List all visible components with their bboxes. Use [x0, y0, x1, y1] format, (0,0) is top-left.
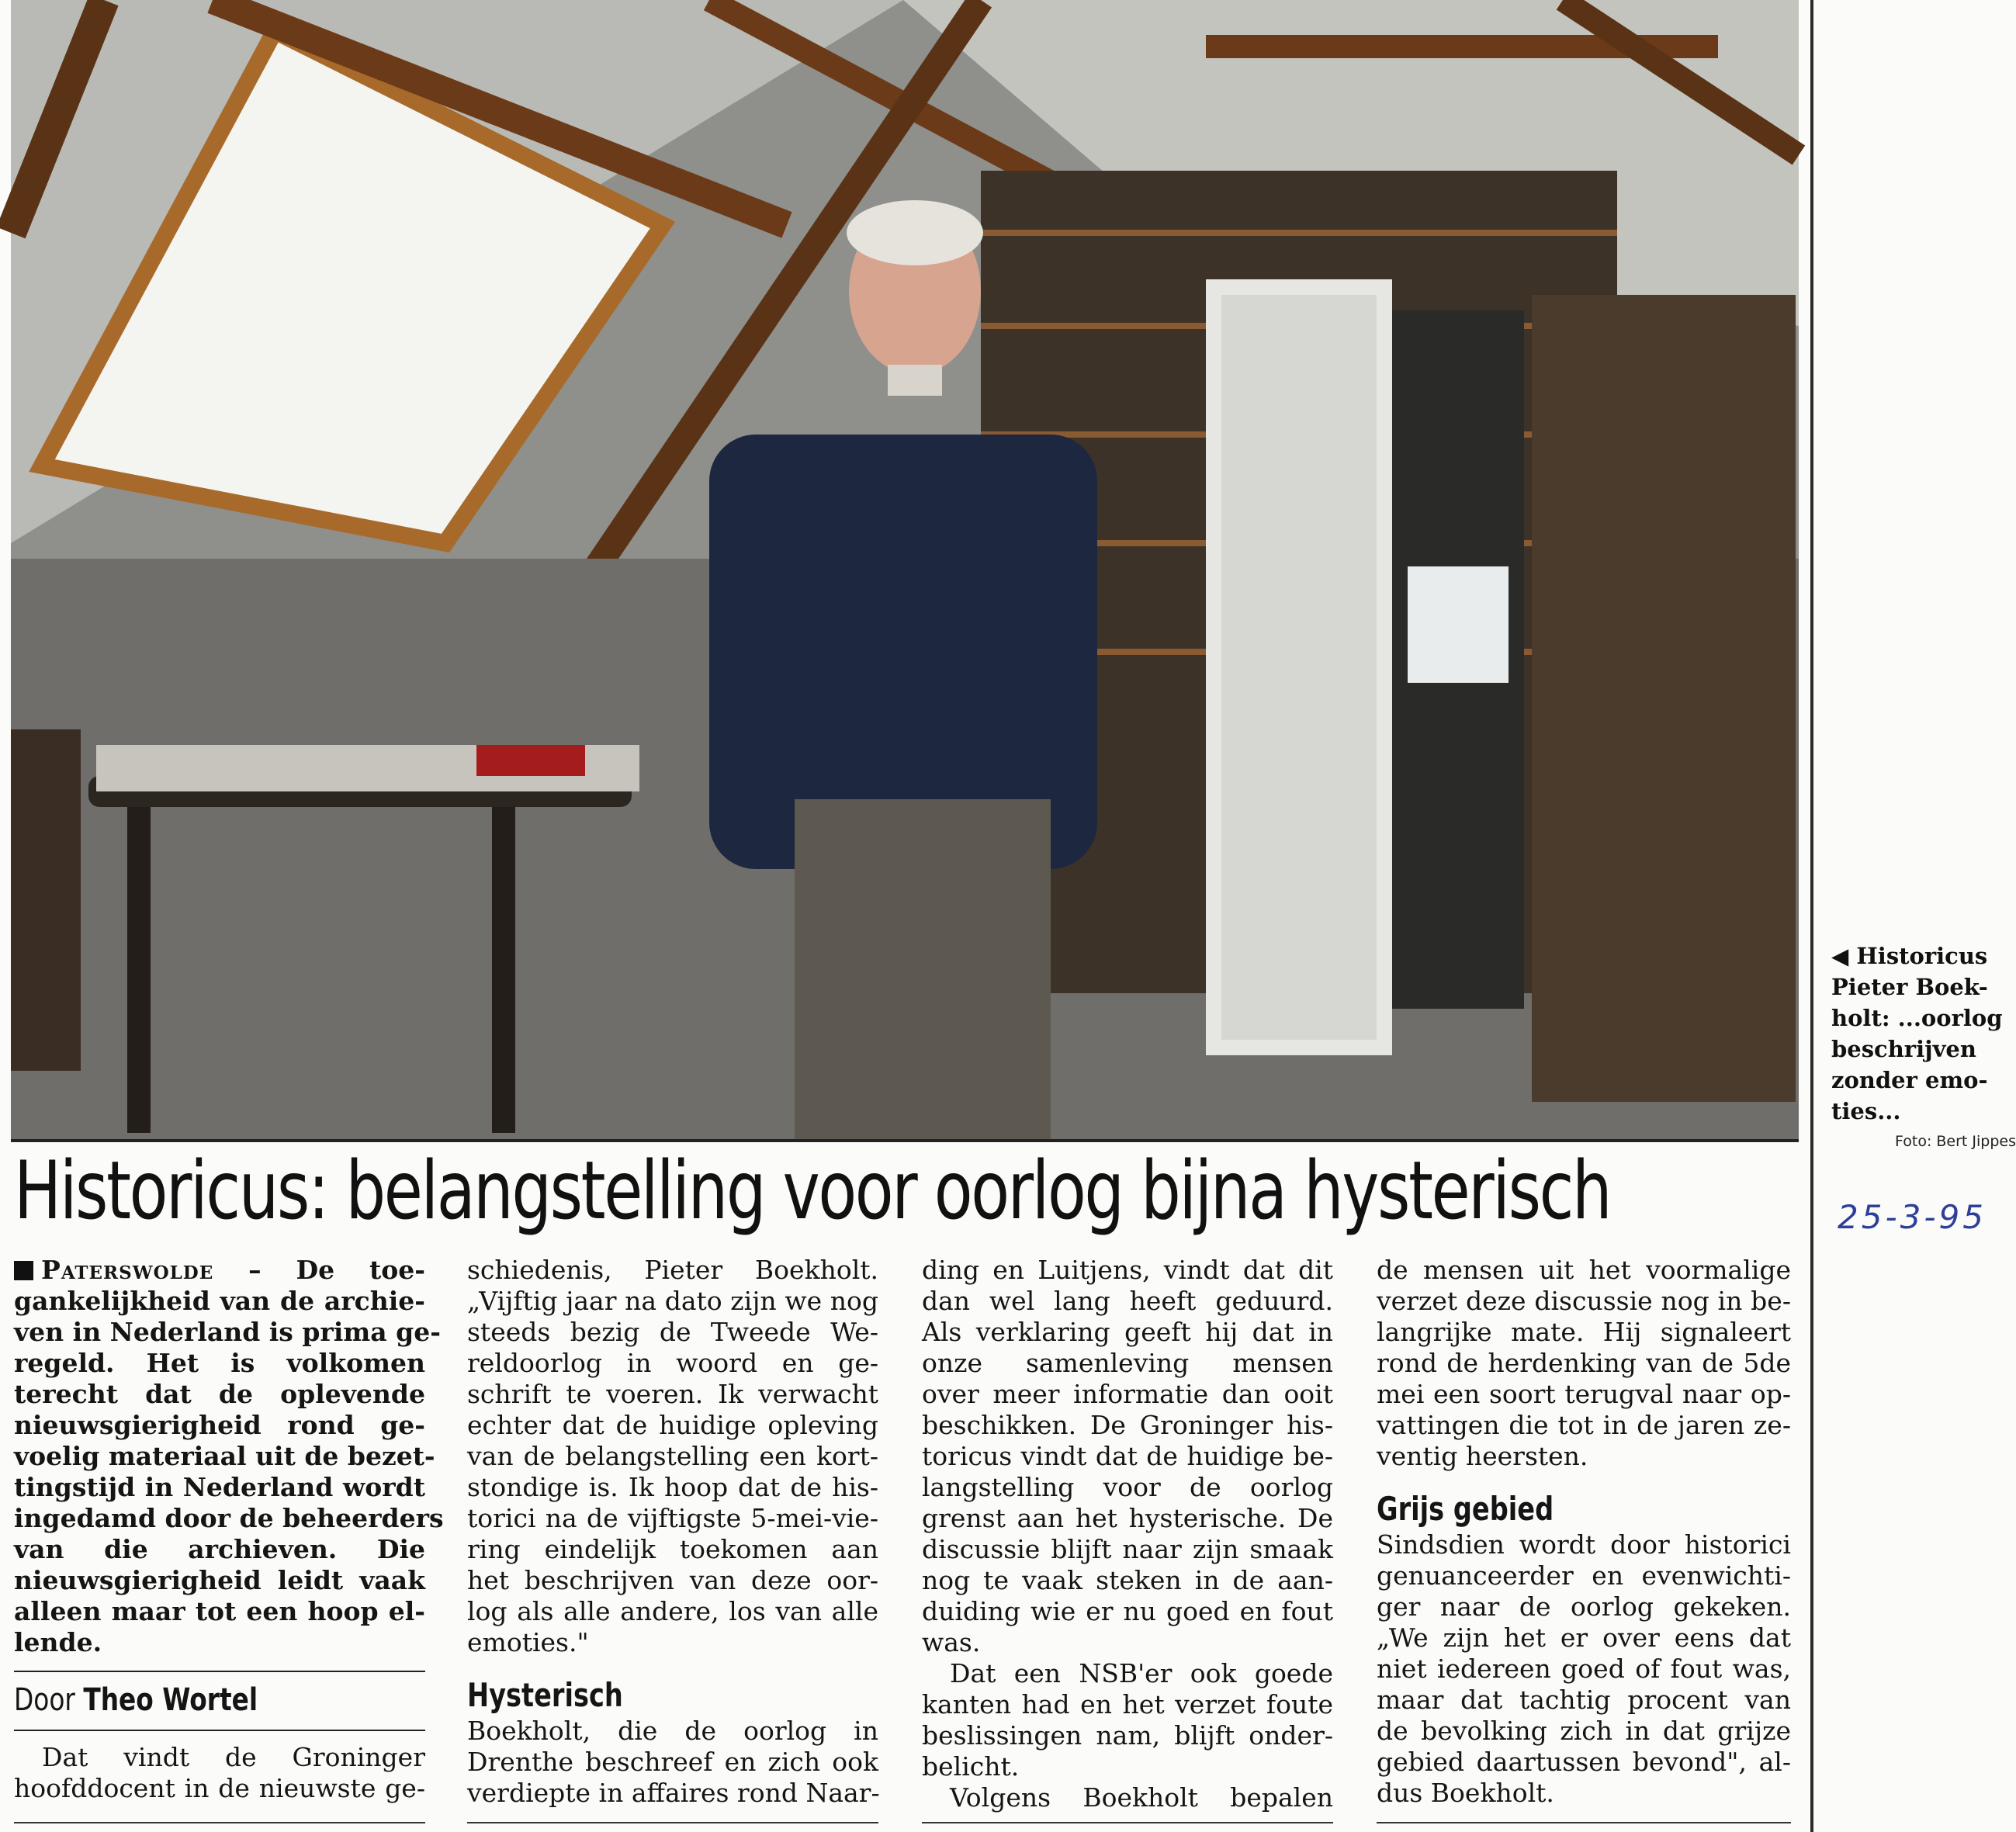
- body-line: reldoorlog in woord en ge-: [467, 1348, 878, 1378]
- article-photo: [11, 0, 1799, 1142]
- article-column-1: [14, 1255, 444, 1804]
- body-line: was.: [922, 1627, 981, 1657]
- article-lead: [14, 1255, 444, 1658]
- article-column-2: [467, 1255, 878, 1809]
- body-line: Sindsdien wordt door historici: [1377, 1529, 1791, 1560]
- body-line: duiding wie er nu goed en fout: [922, 1596, 1333, 1626]
- body-line: ring eindelijk toekomen aan: [467, 1534, 878, 1564]
- subheading-grijs-gebied: Grijs gebied: [1377, 1490, 1554, 1528]
- column-bottom-rule: [467, 1822, 878, 1823]
- lead-line: regeld. Het is volkomen: [14, 1348, 425, 1378]
- photo-credit: Foto: Bert Jippes: [1895, 1133, 2016, 1150]
- bullet-square-icon: [14, 1261, 33, 1280]
- body-line: emoties.": [467, 1627, 589, 1657]
- photo-caption: [1831, 940, 2003, 1127]
- body-line: niet iedereen goed of fout was,: [1377, 1654, 1791, 1684]
- caption-line: ◀ Historicus: [1831, 943, 1988, 969]
- body-line: stondige is. Ik hoop dat de his-: [467, 1472, 878, 1502]
- body-line: Dat vindt de Groninger: [42, 1742, 425, 1772]
- body-line: gebied daartussen bevond", al-: [1377, 1747, 1791, 1777]
- byline: [14, 1683, 352, 1717]
- dateline: Paterswolde: [41, 1255, 214, 1285]
- body-line: ventig heersten.: [1377, 1441, 1588, 1471]
- body-line: nog te vaak steken in de aan-: [922, 1565, 1333, 1595]
- body-line: Volgens Boekholt bepalen: [950, 1782, 1333, 1813]
- body-line: „Vijftig jaar na dato zijn we nog: [467, 1286, 878, 1316]
- body-line: beslissingen nam, blijft onder-: [922, 1720, 1333, 1751]
- lead-line-first: [14, 1255, 425, 1286]
- body-line: toricus vindt dat de huidige be-: [922, 1441, 1333, 1471]
- body-line: het beschrijven van deze oor-: [467, 1565, 878, 1595]
- body-line: dus Boekholt.: [1377, 1778, 1554, 1808]
- lead-line: gankelijkheid van de archie-: [14, 1286, 425, 1316]
- body-line: over meer informatie dan ooit: [922, 1379, 1333, 1409]
- body-line: steeds bezig de Tweede We-: [467, 1317, 878, 1347]
- caption-line: ties...: [1831, 1098, 1901, 1124]
- body-line: Drenthe beschreef en zich ook: [467, 1747, 878, 1777]
- article-headline: Historicus: belangstelling voor oorlog bijna hysterisch: [14, 1145, 1611, 1238]
- lead-line: – De toe-: [248, 1255, 425, 1285]
- body-line: Dat een NSB'er ook goede: [950, 1658, 1333, 1688]
- body-line: rond de herdenking van de 5de: [1377, 1348, 1791, 1378]
- lead-line: tingstijd in Nederland wordt: [14, 1472, 425, 1502]
- body-line: „We zijn het er over eens dat: [1377, 1622, 1791, 1653]
- body-line: ger naar de oorlog gekeken.: [1377, 1591, 1791, 1622]
- body-line: de mensen uit het voormalige: [1377, 1255, 1791, 1285]
- column-bottom-rule: [1377, 1822, 1791, 1823]
- body-line: Als verklaring geeft hij dat in: [922, 1317, 1333, 1347]
- body-line: maar dat tachtig procent van: [1377, 1685, 1791, 1715]
- lead-line: alleen maar tot een hoop el-: [14, 1596, 425, 1626]
- body-line: beschikken. De Groninger his-: [922, 1410, 1333, 1440]
- subheading-hysterisch: Hysterisch: [467, 1676, 623, 1714]
- body-line: verzet deze discussie nog in be-: [1377, 1286, 1791, 1316]
- body-line: langstelling voor de oorlog: [922, 1472, 1333, 1502]
- body-line: kanten had en het verzet foute: [922, 1689, 1333, 1719]
- lead-line: lende.: [14, 1627, 102, 1657]
- article-column-3: [922, 1255, 1333, 1813]
- lead-line: ven in Nederland is prima ge-: [14, 1317, 441, 1347]
- byline-rule-bottom: [14, 1730, 425, 1731]
- body-line: van de belangstelling een kort-: [467, 1441, 878, 1471]
- body-line: genuanceerder en evenwichti-: [1377, 1560, 1791, 1591]
- body-line: Boekholt, die de oorlog in: [467, 1716, 878, 1746]
- article-column-4: [1377, 1255, 1791, 1809]
- column-bottom-rule: [922, 1822, 1333, 1823]
- caption-line: zonder emo-: [1831, 1067, 1988, 1093]
- body-line: log als alle andere, los van alle: [467, 1596, 878, 1626]
- column-divider: [1810, 0, 1813, 1832]
- byline-author: Theo Wortel: [83, 1682, 258, 1718]
- lead-line: terecht dat de oplevende: [14, 1379, 425, 1409]
- body-line: verdiepte in affaires rond Naar-: [467, 1778, 880, 1808]
- lead-line: nieuwsgierigheid rond ge-: [14, 1410, 425, 1440]
- body-line: dan wel lang heeft geduurd.: [922, 1286, 1333, 1316]
- lead-line: nieuwsgierigheid leidt vaak: [14, 1565, 425, 1595]
- body-line: mei een soort terugval naar op-: [1377, 1379, 1791, 1409]
- lead-line: voelig materiaal uit de bezet-: [14, 1441, 435, 1471]
- caption-line: Pieter Boek-: [1831, 974, 1988, 1000]
- caption-line: holt: ...oorlog: [1831, 1005, 2003, 1031]
- caption-line: beschrijven: [1831, 1036, 1976, 1062]
- byline-rule-top: [14, 1671, 425, 1672]
- body-line: ding en Luitjens, vindt dat dit: [922, 1255, 1333, 1285]
- body-line: de bevolking zich in dat grijze: [1377, 1716, 1791, 1746]
- lead-line: van die archieven. Die: [14, 1534, 425, 1564]
- body-line: grenst aan het hysterische. De: [922, 1503, 1333, 1533]
- body-line: echter dat de huidige opleving: [467, 1410, 878, 1440]
- byline-prefix: Door: [14, 1682, 75, 1718]
- body-line: onze samenleving mensen: [922, 1348, 1333, 1378]
- body-line: hoofddocent in de nieuwste ge-: [14, 1773, 425, 1803]
- attic-library-illustration: [11, 0, 1799, 1139]
- body-line: discussie blijft naar zijn smaak: [922, 1534, 1333, 1564]
- body-line: torici na de vijftigste 5-mei-vie-: [467, 1503, 878, 1533]
- body-line: vattingen die tot in de jaren ze-: [1377, 1410, 1791, 1440]
- body-line: schiedenis, Pieter Boekholt.: [467, 1255, 878, 1285]
- body-line: langrijke mate. Hij signaleert: [1377, 1317, 1791, 1347]
- handwritten-date: 25-3-95: [1838, 1198, 1987, 1236]
- column-bottom-rule: [14, 1822, 425, 1823]
- body-line: schrift te voeren. Ik verwacht: [467, 1379, 878, 1409]
- lead-line: ingedamd door de beheerders: [14, 1503, 444, 1533]
- body-line: belicht.: [922, 1751, 1020, 1782]
